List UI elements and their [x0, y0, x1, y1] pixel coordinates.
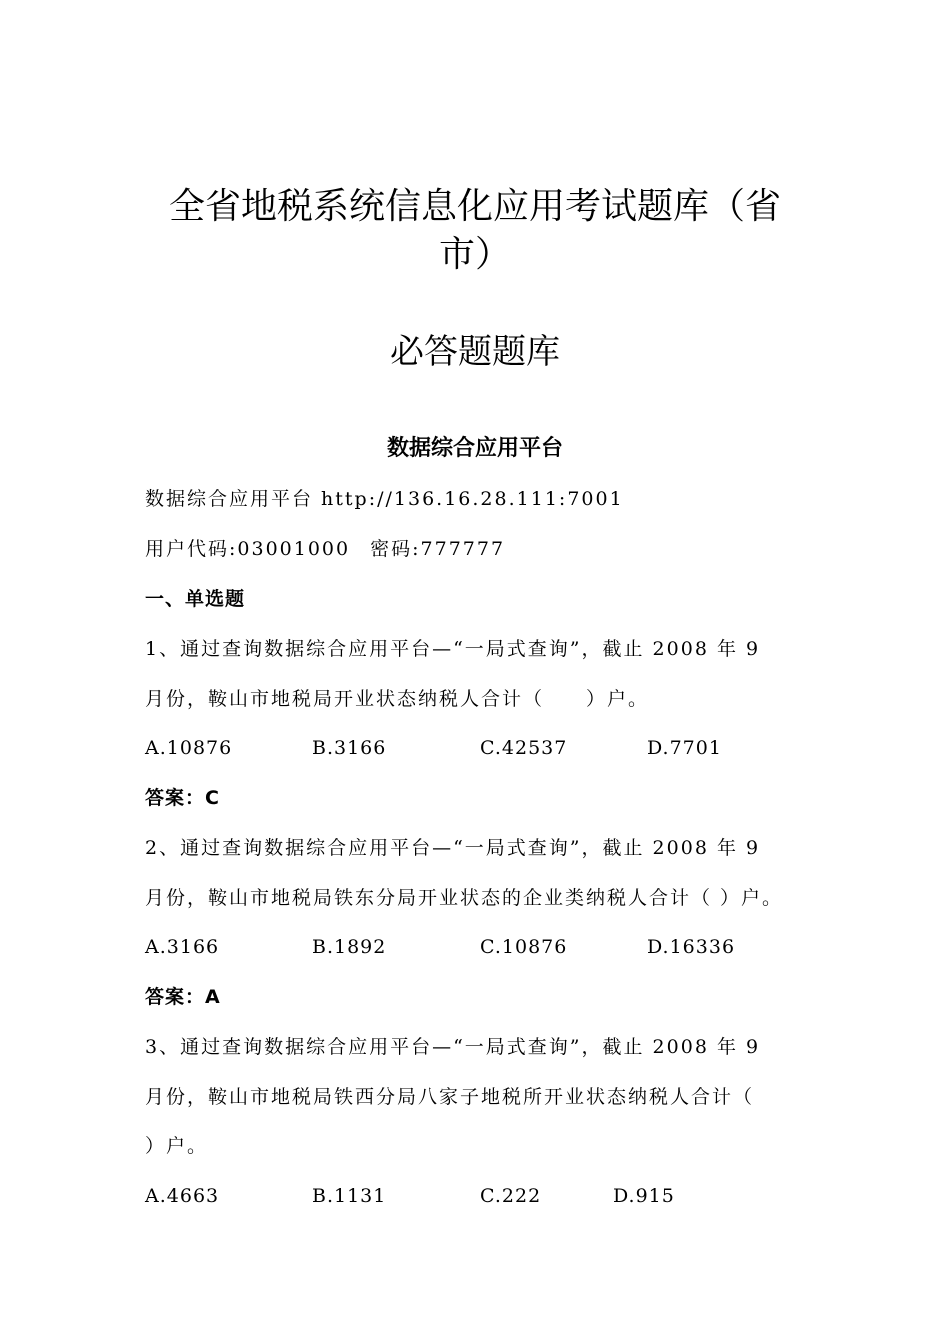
question-3-line-3: ）户。: [145, 1135, 209, 1157]
platform-url-line: 数据综合应用平台 http://136.16.28.111:7001: [145, 488, 624, 510]
question-1-option-c: C.42537: [480, 737, 568, 759]
document-title-line-1: 全省地税系统信息化应用考试题库（省: [168, 186, 781, 227]
question-2-option-a: A.3166: [145, 936, 220, 958]
question-3-line-1: 3、通过查询数据综合应用平台—“一局式查询”，截止 2008 年 9: [145, 1036, 761, 1058]
question-3-option-b: B.1131: [312, 1185, 387, 1207]
question-1-answer: 答案：C: [145, 787, 220, 809]
question-3-option-a: A.4663: [145, 1185, 220, 1207]
question-1-option-a: A.10876: [145, 737, 233, 759]
question-1-line-2: 月份，鞍山市地税局开业状态纳税人合计（ ）户。: [145, 688, 650, 710]
question-2-line-2: 月份，鞍山市地税局铁东分局开业状态的企业类纳税人合计（ ）户。: [145, 887, 784, 909]
user-code: 用户代码:03001000: [145, 538, 351, 560]
question-2-option-d: D.16336: [647, 936, 736, 958]
question-3-option-c: C.222: [480, 1185, 542, 1207]
question-1-option-b: B.3166: [312, 737, 387, 759]
platform-credentials-line: [145, 534, 505, 564]
question-3-option-d: D.915: [613, 1185, 675, 1207]
question-2-option-c: C.10876: [480, 936, 568, 958]
document-title-line-2: 市）: [438, 234, 511, 275]
section-title: 数据综合应用平台: [386, 436, 563, 461]
question-1-option-d: D.7701: [647, 737, 722, 759]
part-heading: 一、单选题: [145, 588, 246, 610]
question-2-option-b: B.1892: [312, 936, 387, 958]
question-1-line-1: 1、通过查询数据综合应用平台—“一局式查询”，截止 2008 年 9: [145, 638, 761, 660]
question-3-line-2: 月份，鞍山市地税局铁西分局八家子地税所开业状态纳税人合计（: [145, 1086, 755, 1108]
password: 密码:777777: [370, 538, 506, 560]
question-2-answer: 答案：A: [145, 986, 221, 1008]
question-2-line-1: 2、通过查询数据综合应用平台—“一局式查询”，截止 2008 年 9: [145, 837, 761, 859]
document-subtitle: 必答题题库: [390, 332, 560, 372]
